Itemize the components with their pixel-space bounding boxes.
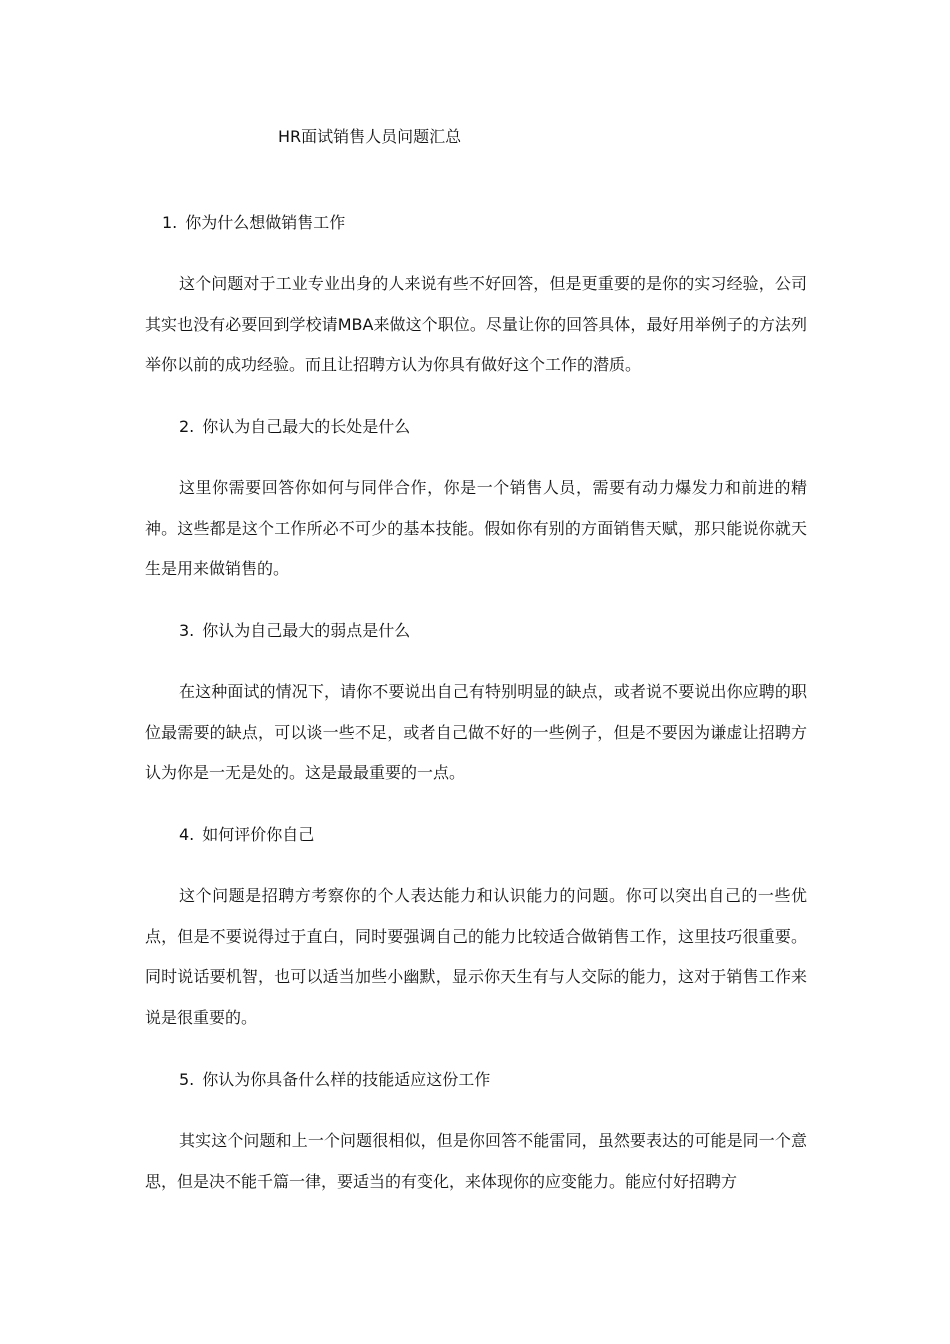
section-body-4: 这个问题是招聘方考察你的个人表达能力和认识能力的问题。你可以突出自己的一些优点，但是不要说得过于直白，同时要强调自己的能力比较适合做销售工作，这里技巧很重要。同时说话要机智，也可以适当加些小幽默，显示你天生有与人交际的能力，这对于销售工作来说是很重要的。 (145, 886, 807, 1027)
section-heading-text: 你为什么想做销售工作 (185, 213, 346, 232)
section-heading-3 (179, 620, 410, 642)
section-number: 1. (162, 213, 178, 232)
section-heading-text: 如何评价你自己 (202, 825, 315, 844)
document-title: HR面试销售人员问题汇总 (278, 127, 462, 146)
section-body-3: 在这种面试的情况下，请你不要说出自己有特别明显的缺点，或者说不要说出你应聘的职位最需要的缺点，可以谈一些不足，或者自己做不好的一些例子，但是不要因为谦虚让招聘方认为你是一无是处的。这是最最重要的一点。 (145, 682, 807, 782)
section-body-1: 这个问题对于工业专业出身的人来说有些不好回答，但是更重要的是你的实习经验，公司其实也没有必要回到学校请MBA来做这个职位。尽量让你的回答具体，最好用举例子的方法列举你以前的成功经验。而且让招聘方认为你具有做好这个工作的潜质。 (145, 274, 807, 374)
section-number: 2. (179, 417, 195, 436)
section-heading-text: 你认为自己最大的长处是什么 (202, 417, 411, 436)
section-heading-5 (179, 1069, 490, 1091)
section-heading-text: 你认为你具备什么样的技能适应这份工作 (202, 1070, 491, 1089)
section-heading-text: 你认为自己最大的弱点是什么 (202, 621, 411, 640)
section-number: 3. (179, 621, 195, 640)
section-number: 5. (179, 1070, 195, 1089)
section-number: 4. (179, 825, 195, 844)
section-heading-4 (179, 824, 314, 846)
section-heading-2 (179, 416, 410, 438)
section-body-5: 其实这个问题和上一个问题很相似，但是你回答不能雷同，虽然要表达的可能是同一个意思，但是决不能千篇一律，要适当的有变化，来体现你的应变能力。能应付好招聘方 (145, 1131, 807, 1191)
section-body-2: 这里你需要回答你如何与同伴合作，你是一个销售人员，需要有动力爆发力和前进的精神。这些都是这个工作所必不可少的基本技能。假如你有别的方面销售天赋，那只能说你就天生是用来做销售的。 (145, 478, 807, 578)
section-heading-1 (162, 212, 345, 234)
